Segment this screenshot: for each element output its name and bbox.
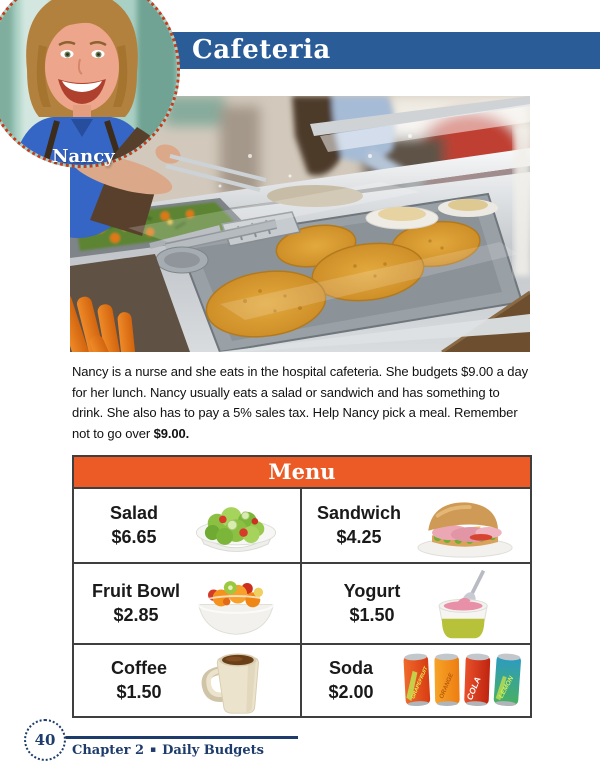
menu-item-soda (302, 643, 530, 716)
item-name: Yogurt (343, 581, 401, 602)
intro-bold-amount: $9.00. (153, 425, 190, 441)
yogurt-image (424, 567, 506, 641)
page-number: 40 (34, 731, 56, 749)
menu-item-yogurt (302, 562, 530, 643)
salad-image (186, 493, 286, 559)
page-title: Cafeteria (192, 35, 331, 65)
menu-title: Menu (74, 457, 530, 489)
sandwich-image (411, 493, 519, 559)
soda-can-label: ORANGE (438, 671, 455, 700)
item-price: $2.00 (328, 681, 374, 702)
soda-can-label: GRAPEFRUIT (410, 665, 430, 700)
item-name: Salad (109, 503, 158, 524)
fruit-bowl-image (188, 569, 284, 639)
intro-paragraph (72, 362, 534, 444)
intro-text: Nancy is a nurse and she eats in the hospital cafeteria. She budgets $9.00 a day for her lunch. Nancy usually eats a salad or sandwich and has something to drink. She also has to pay a 5% sales tax. Help Nancy pick a meal. Remember not to go over (72, 364, 528, 441)
item-price: $4.25 (336, 526, 382, 547)
page-number-badge (24, 719, 66, 761)
soda-can-label: COLA (464, 674, 483, 701)
chapter-banner (130, 32, 600, 69)
menu-item-coffee (74, 643, 302, 716)
menu-item-sandwich (302, 489, 530, 562)
menu-table (72, 455, 532, 718)
item-name: Coffee (110, 658, 167, 679)
footer-chapter: Chapter 2 (72, 743, 145, 758)
footer-section: Daily Budgets (162, 743, 264, 758)
menu-item-salad (74, 489, 302, 562)
coffee-mug-image (191, 646, 281, 716)
item-price: $1.50 (349, 604, 395, 625)
character-name: Nancy (52, 146, 115, 167)
footer-separator-icon: ▪ (150, 745, 157, 755)
menu-item-fruit-bowl (74, 562, 302, 643)
item-price: $1.50 (116, 681, 162, 702)
item-price: $2.85 (113, 604, 159, 625)
item-price: $6.65 (111, 526, 157, 547)
item-name: Sandwich (316, 503, 401, 524)
soda-cans-image (402, 648, 526, 714)
menu-grid (74, 489, 530, 716)
footer-breadcrumb (72, 743, 264, 758)
footer-rule (60, 736, 298, 739)
item-name: Fruit Bowl (91, 581, 180, 602)
item-name: Soda (328, 658, 373, 679)
soda-can-label: LEMON (497, 674, 516, 700)
